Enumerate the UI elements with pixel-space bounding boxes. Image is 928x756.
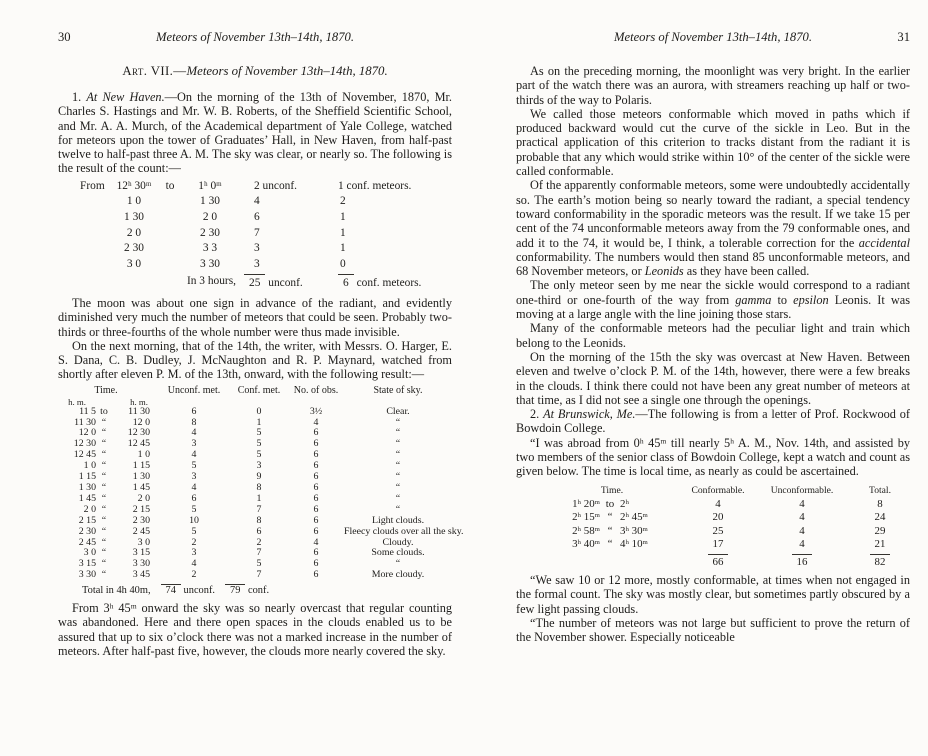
table-cell: 6	[313, 438, 319, 450]
table-cell: 5	[256, 438, 262, 450]
table-row	[542, 538, 910, 551]
table-cell: 6	[313, 525, 319, 537]
table-cell: 2 0	[83, 503, 96, 515]
table-cell: 12 30	[127, 427, 150, 439]
table-cell: Some clouds.	[371, 547, 425, 559]
column-header: Conformable.	[691, 484, 745, 496]
table-row	[80, 179, 452, 195]
page-30-content	[58, 30, 464, 658]
table-cell: to	[605, 498, 615, 511]
article-title	[58, 64, 452, 79]
table-cell: 1 45	[132, 481, 150, 493]
table-total-row	[82, 584, 452, 597]
table-cell: 5	[191, 503, 197, 515]
table-cell: 1	[340, 210, 346, 223]
paragraph-conformable-definition: We called those meteors conformable which moved in paths which if produced backward would cut the curve of the sickle in Leo. But in the practical application of this criterion to tracks distant from the radiant it is probable that any which would strike within 10° of the center of the sickle were called conformable.	[516, 106, 910, 179]
table-cell: 1	[340, 242, 346, 255]
table-cell	[338, 274, 452, 292]
table-total-row	[542, 554, 910, 569]
table-cell: 2 0	[202, 210, 218, 223]
italic-text: accidental	[858, 235, 910, 250]
table-cell: 3 30	[132, 558, 150, 570]
table-cell	[161, 584, 215, 597]
table-cell	[850, 554, 910, 569]
table-cell: 6	[313, 503, 319, 515]
table-cell: “	[395, 558, 401, 570]
table-cell: 29	[874, 524, 886, 537]
table-cell: 4	[191, 449, 197, 461]
text-segment: —The following is from a letter of Prof. Rockwood of Bowdoin College.	[516, 407, 910, 436]
table-row	[54, 570, 452, 581]
page-number-left: 30	[58, 30, 71, 44]
table-cell: 6	[191, 492, 197, 504]
table-row	[54, 418, 452, 429]
table-cell: “	[395, 460, 401, 472]
table-cell: 12 30	[73, 438, 96, 450]
table-cell: 3	[191, 547, 197, 559]
table-header-row	[542, 484, 910, 497]
table-row	[54, 450, 452, 461]
table-cell: “	[101, 427, 107, 439]
table-cell: “	[101, 416, 107, 428]
table-cell	[238, 274, 338, 292]
table-cell: 2ʰ 45ᵐ	[620, 511, 648, 524]
table-cell: 2 30	[200, 226, 220, 239]
table-cell: 4	[191, 558, 197, 570]
table-cell: 6	[191, 405, 197, 417]
table-cell: More cloudy.	[371, 569, 425, 581]
table-second-night-count	[54, 384, 464, 597]
text-segment: conformability. The numbers would then stand 85 unconformable meteors, and 68 November meteors, or	[516, 249, 910, 279]
table-cell: 3	[191, 438, 197, 450]
table-cell: “	[101, 569, 107, 581]
table-cell: 7	[254, 226, 260, 239]
table-row	[54, 525, 464, 538]
total-number: 79	[225, 584, 245, 597]
table-cell: “	[101, 558, 107, 570]
table-cell: Fleecy clouds over all the sky.	[344, 525, 464, 537]
table-cell: 6	[313, 569, 319, 581]
table-cell: “	[395, 492, 401, 504]
table-row	[54, 472, 452, 483]
total-number: 82	[870, 554, 891, 569]
table-total-row	[80, 274, 452, 292]
table-cell: 4	[715, 498, 721, 511]
table-row	[80, 194, 452, 210]
table-cell: 1	[340, 226, 346, 239]
table-cell: 7	[256, 503, 262, 515]
table-cell: 11 30	[74, 416, 96, 428]
table-cell: 1 0	[83, 460, 96, 472]
table-row	[54, 483, 452, 494]
column-header: Time.	[94, 384, 118, 396]
article-title-italic: Meteors of November 13th–14th, 1870.	[186, 64, 388, 78]
table-cell: 3 3	[202, 242, 218, 255]
table-cell: “	[395, 427, 401, 439]
table-cell: 20	[712, 511, 724, 524]
paragraph-moonlight: As on the preceding morning, the moonlight was very bright. In the earlier part of the watch there was an aurora, with streamers reaching up half or two-thirds of the way to Polaris.	[516, 64, 910, 107]
table-row	[54, 494, 452, 505]
table-cell: 3ʰ 40ᵐ	[572, 538, 600, 551]
table-cell: 4	[799, 498, 805, 511]
table-row	[54, 428, 452, 439]
table-cell: 3	[191, 471, 197, 483]
table-cell: 6	[313, 558, 319, 570]
table-cell: 4	[799, 511, 805, 524]
table-cell: 0	[340, 257, 346, 270]
table-body	[542, 498, 910, 552]
paragraph-overcast: From 3ʰ 45ᵐ onward the sky was so nearly overcast that regular counting was abandoned. Here and there open spaces in the clouds enabled us to be assured that up to six o’clock there was not a marked increase in the number of meteors. After half-past five, however, the clouds more nearly covered the sky.	[58, 601, 452, 658]
table-cell: to	[100, 405, 108, 417]
table-cell: 6	[256, 525, 262, 537]
table-cell: 3 0	[137, 536, 150, 548]
text-segment: The only meteor seen by me near the sickle would correspond to a radiant one-third or one-fourth of the way from	[516, 278, 910, 307]
column-header: Unconformable.	[770, 484, 834, 496]
table-cell: 11 30	[128, 405, 150, 417]
table-cell: Cloudy.	[382, 536, 414, 548]
column-header: Conf. met.	[237, 384, 281, 396]
table-cell: 24	[874, 511, 886, 524]
table-cell: “	[101, 460, 107, 472]
table-cell: “	[395, 449, 401, 461]
table-cell: 2 30	[78, 525, 96, 537]
table-cell: 1ʰ 0ᵐ	[198, 179, 222, 192]
table-cell: “	[101, 481, 107, 493]
table-cell: 4	[799, 524, 805, 537]
column-header: State of sky.	[373, 384, 423, 396]
table-cell: 5	[191, 525, 197, 537]
table-cell: 2 0	[126, 226, 142, 239]
table-row	[54, 439, 452, 450]
table-cell: 1 45	[78, 492, 96, 504]
paragraph-sickle-meteor	[516, 278, 910, 321]
italic-text: gamma	[735, 292, 772, 307]
table-cell: 0	[256, 405, 262, 417]
table-cell: 6	[313, 449, 319, 461]
table-first-night-count	[80, 179, 452, 292]
running-head-left	[58, 30, 452, 45]
table-row	[80, 226, 452, 242]
table-cell: Light clouds.	[371, 514, 425, 526]
table-row	[80, 241, 452, 257]
table-cell: 2 30	[124, 242, 144, 255]
paragraph-extra-meteors: “We saw 10 or 12 more, mostly conformable, at times when not engaged in the formal count. The sky was mostly clear, but sometimes partly obscured by a few light passing clouds.	[516, 573, 910, 616]
table-row	[54, 407, 452, 418]
table-cell: 6	[313, 492, 319, 504]
paragraph-brunswick-intro	[516, 407, 910, 436]
table-brunswick-count	[542, 484, 910, 569]
page-31	[464, 0, 928, 756]
table-cell: 9	[256, 471, 262, 483]
table-cell: “	[101, 503, 107, 515]
table-cell: “	[607, 511, 613, 524]
text-segment: to	[771, 292, 794, 307]
column-header: Time.	[600, 484, 624, 496]
paragraph-morning-15th: On the morning of the 15th the sky was overcast at New Haven. Between eleven and twelve o’clock P. M. of the 14th, however, there were a few breaks in the clouds. I think there could not have been any great number of meteors at that time, as I did not see a single one through the openings.	[516, 349, 910, 407]
table-cell: “	[101, 492, 107, 504]
paragraph-moon: The moon was about one sign in advance of the radiant, and evidently diminished very much the number of meteors that could be seen. Probably two-thirds or three-fourths of the whole number were thus made invisible.	[58, 295, 452, 339]
italic-text: At New Haven.	[86, 90, 165, 104]
column-header: Total.	[869, 484, 891, 496]
table-row	[54, 548, 452, 559]
table-cell: 1 15	[132, 460, 150, 472]
table-header-row	[54, 386, 452, 397]
table-cell: 3ʰ 30ᵐ	[620, 524, 648, 537]
table-cell: 12 45	[127, 438, 150, 450]
total-number: 25	[244, 274, 265, 292]
text-segment: Leonis. It was moving at a large angle with the line joining those stars.	[516, 292, 910, 322]
table-cell: “	[395, 503, 401, 515]
paragraph-new-haven-intro	[58, 90, 452, 176]
running-head-right	[516, 30, 910, 45]
table-cell: 25	[712, 524, 724, 537]
table-body	[54, 405, 464, 582]
table-cell: 11 5	[79, 405, 96, 417]
total-number: 66	[708, 554, 729, 569]
table-cell: “	[101, 547, 107, 559]
table-cell: 3 30	[200, 257, 220, 270]
column-header: No. of obs.	[293, 384, 339, 396]
table-cell: “	[395, 481, 401, 493]
table-cell: 6	[254, 210, 260, 223]
italic-text: At Brunswick, Me.	[543, 407, 636, 422]
table-cell: 1 0	[137, 449, 150, 461]
table-cell: 3	[254, 257, 260, 270]
table-cell: “	[395, 471, 401, 483]
table-cell: 3 0	[126, 257, 142, 270]
table-cell: “	[101, 536, 107, 548]
text-segment: Of the apparently conformable meteors, some were undoubtedly accidentally so. The earth’s motion being so nearly toward the radiant, a special tendency toward conformability in the sporadic meteors was the result. If we take 15 per cent of the 74 unconformable meteors away from the 79 conformable ones, and add it to the 74, it would be, I think, a tolerable correction for the	[516, 178, 910, 250]
table-cell: 6	[313, 427, 319, 439]
table-cell: 12 45	[73, 449, 96, 461]
table-cell: 6	[313, 481, 319, 493]
table-cell: “	[101, 449, 107, 461]
table-cell: 12ʰ 30ᵐ	[116, 179, 152, 192]
table-cell: “	[101, 514, 107, 526]
table-cell: “	[101, 525, 107, 537]
total-number: 74	[161, 584, 181, 597]
table-cell: 8	[191, 416, 197, 428]
table-cell: 10	[189, 514, 199, 526]
table-cell: 21	[874, 538, 886, 551]
table-cell: 3	[256, 460, 262, 472]
table-cell	[682, 554, 754, 569]
italic-text: Leonids	[644, 264, 684, 279]
paragraph-next-morning: On the next morning, that of the 14th, the writer, with Messrs. O. Harger, E. S. Dana, C. B. Dudley, J. McNaughton and R. P. Maynard, watched from shortly after eleven P. M. of the 13th, onward, with the following result:—	[58, 338, 452, 382]
table-cell: 1	[256, 416, 262, 428]
table-cell: “	[395, 438, 401, 450]
text-segment: 1.	[72, 90, 87, 104]
table-cell: “	[101, 471, 107, 483]
total-label: conf. meteors.	[356, 277, 422, 290]
table-cell: “	[395, 416, 401, 428]
table-cell: Total in 4h 40m,	[82, 585, 151, 597]
table-cell: 6	[313, 460, 319, 472]
table-cell: 1 conf. meteors.	[338, 179, 412, 192]
column-header: Unconf. met.	[167, 384, 221, 396]
table-cell: From	[80, 179, 105, 192]
table-cell: 4	[799, 538, 805, 551]
total-label: conf.	[248, 585, 270, 597]
table-cell: 2ʰ 15ᵐ	[572, 511, 600, 524]
table-cell: 4	[313, 536, 319, 548]
text-segment: —On the morning of the 13th of November, 1870, Mr. Charles S. Hastings and Mr. W. B. Roberts, of the Sheffield Scientific School, and Mr. A. A. Murch, of the Academical department of Yale College, watched for meteors upon the tower of Graduates’ Hall, in New Haven, from half-past twelve to half-past three A. M. The sky was clear, or nearly so. The following is the result of the count:—	[58, 90, 453, 176]
table-cell: 2ʰ	[620, 498, 629, 511]
unit-label: h. m.	[130, 396, 148, 407]
page-number-right: 31	[897, 30, 910, 44]
table-cell: 3 0	[83, 547, 96, 559]
table-cell: In 3 hours,	[186, 275, 236, 288]
table-cell: 5	[256, 449, 262, 461]
paragraph-leonid-light: Many of the conformable meteors had the peculiar light and train which belong to the Leonids.	[516, 321, 910, 350]
table-cell: 2 45	[132, 525, 150, 537]
table-cell: 2	[191, 569, 197, 581]
table-cell: Clear.	[386, 405, 410, 417]
text-segment: 2.	[530, 407, 544, 422]
table-cell: 1 30	[124, 210, 144, 223]
table-cell: 4	[191, 481, 197, 493]
table-cell: “	[607, 524, 613, 537]
table-cell: 6	[313, 514, 319, 526]
table-cell: 2 15	[132, 503, 150, 515]
table-cell: “	[607, 538, 613, 551]
table-cell: 3½	[309, 405, 323, 417]
table-cell: 3	[254, 242, 260, 255]
table-row	[542, 511, 910, 524]
table-cell: 8	[256, 514, 262, 526]
total-label: unconf.	[268, 277, 303, 290]
table-cell: 1ʰ 20ᵐ	[572, 498, 600, 511]
table-cell: 2 15	[78, 514, 96, 526]
table-cell: 1 15	[78, 471, 96, 483]
paragraph-november-shower: “The number of meteors was not large but sufficient to prove the return of the November shower. Especially noticeable	[516, 615, 910, 645]
table-row	[54, 461, 452, 472]
table-cell: 1	[256, 492, 262, 504]
table-cell: 12 0	[132, 416, 150, 428]
table-cell: 7	[256, 547, 262, 559]
table-cell: 2 30	[132, 514, 150, 526]
table-cell	[754, 554, 850, 569]
table-cell: 1 30	[200, 195, 220, 208]
table-body	[80, 194, 452, 272]
table-cell: 5	[191, 460, 197, 472]
table-cell: 5	[256, 427, 262, 439]
table-cell: 2	[256, 536, 262, 548]
table-cell: 5	[256, 558, 262, 570]
table-cell: 4	[254, 195, 260, 208]
table-cell: 3 45	[132, 569, 150, 581]
table-cell: 4ʰ 10ᵐ	[620, 538, 648, 551]
total-number: 16	[792, 554, 813, 569]
table-cell: 2	[340, 195, 346, 208]
table-cell: 2 0	[137, 492, 150, 504]
page-31-content	[516, 30, 910, 645]
text-segment: as they have been called.	[683, 264, 810, 279]
table-cell: 3 15	[78, 558, 96, 570]
italic-text: epsilon	[793, 292, 829, 307]
total-label: unconf.	[183, 585, 215, 597]
table-cell: 3 15	[132, 547, 150, 559]
article-number: Art. VII.—	[122, 64, 187, 78]
table-row	[54, 516, 452, 527]
table-cell: 2 45	[78, 536, 96, 548]
table-cell: 2 unconf.	[254, 179, 298, 192]
table-cell: “	[101, 438, 107, 450]
table-cell: 6	[313, 471, 319, 483]
table-cell: 1 30	[78, 481, 96, 493]
table-row	[80, 210, 452, 226]
table-cell: 8	[877, 498, 883, 511]
paragraph-accidental-conformability	[516, 178, 910, 278]
table-cell: 8	[256, 481, 262, 493]
total-number: 6	[338, 274, 354, 292]
table-cell: 4	[313, 416, 319, 428]
table-cell: 1 30	[132, 471, 150, 483]
table-cell: 7	[256, 569, 262, 581]
running-title-left: Meteors of November 13th–14th, 1870.	[156, 30, 354, 44]
table-cell: to	[165, 179, 175, 192]
table-cell: 2	[191, 536, 197, 548]
table-cell	[225, 584, 269, 597]
table-cell: 1 0	[126, 195, 142, 208]
table-row	[542, 525, 910, 538]
table-cell: 2ʰ 58ᵐ	[572, 524, 600, 537]
table-cell: 3 30	[78, 569, 96, 581]
table-cell: 4	[191, 427, 197, 439]
table-row	[80, 257, 452, 273]
unit-label: h. m.	[68, 396, 86, 407]
running-title-right: Meteors of November 13th–14th, 1870.	[614, 30, 812, 44]
table-row	[542, 498, 910, 511]
table-cell: 17	[712, 538, 724, 551]
table-cell: 6	[313, 547, 319, 559]
paragraph-rockwood-letter: “I was abroad from 0ʰ 45ᵐ till nearly 5ʰ A. M., Nov. 14th, and assisted by two members of the senior class of Bowdoin College, kept a watch and count as given below. The time is local time, as nearly as could be ascertained.	[516, 435, 910, 479]
table-cell: 12 0	[78, 427, 96, 439]
